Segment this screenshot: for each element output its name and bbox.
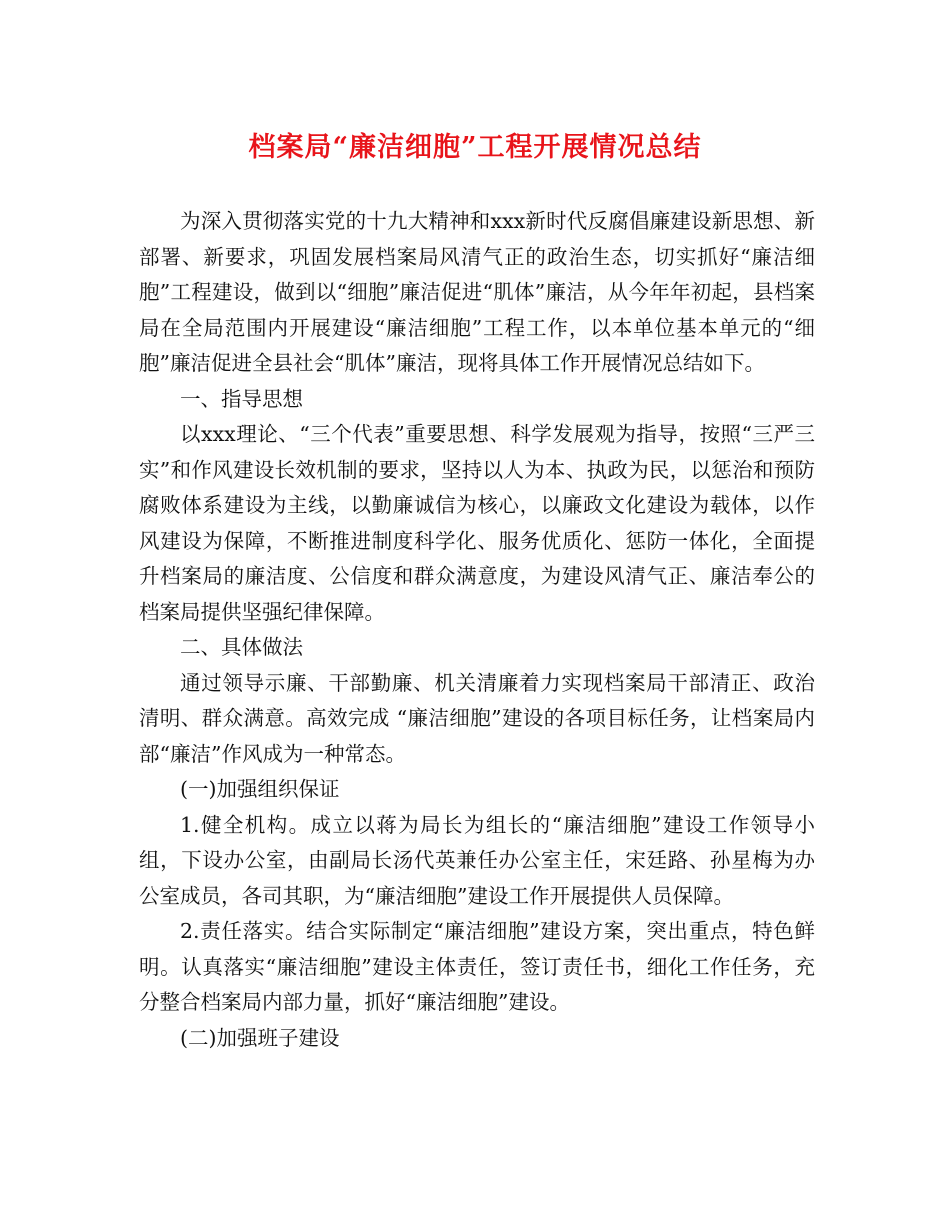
document-title: 档案局“廉洁细胞”工程开展情况总结 [248, 132, 702, 163]
subsection-heading-organization: (一)加强组织保证 [180, 777, 340, 801]
subsection-heading-leadership: (二)加强班子建设 [180, 1025, 340, 1050]
document-body [139, 204, 815, 1056]
intro-paragraph: 为深入贯彻落实党的十九大精神和xxx新时代反腐倡廉建设新思想、新部署、新要求，巩固发展档案局风清气正的政治生态，切实抓好“廉洁细胞”工程建设，做到以“细胞”廉洁促进“肌体”廉洁，从今年年初起，县档案局在全局范围内开展建设“廉洁细胞”工程工作，以本单位基本单元的“细胞”廉洁促进全县社会“肌体”廉洁，现将具体工作开展情况总结如下。 [139, 209, 815, 375]
specific-methods-paragraph: 通过领导示廉、干部勤廉、机关清廉着力实现档案局干部清正、政治清明、群众满意。高效完成 “廉洁细胞”建设的各项目标任务，让档案局内部“廉洁”作风成为一种常态。 [139, 670, 815, 766]
guiding-thought-paragraph: 以xxx理论、“三个代表”重要思想、科学发展观为指导，按照“三严三实”和作风建设长效机制的要求，坚持以人为本、执政为民，以惩治和预防腐败体系建设为主线，以勤廉诚信为核心，以廉政文化建设为载体，以作风建设为保障，不断推进制度科学化、服务优质化、惩防一体化，全面提升档案局的廉洁度、公信度和群众满意度，为建设风清气正、廉洁奉公的档案局提供坚强纪律保障。 [139, 422, 815, 624]
item-2-paragraph: 2.责任落实。结合实际制定“廉洁细胞”建设方案，突出重点，特色鲜明。认真落实“廉洁细胞”建设主体责任，签订责任书，细化工作任务，充分整合档案局内部力量，抓好“廉洁细胞”建设。 [139, 919, 815, 1014]
section-heading-specific-methods: 二、具体做法 [180, 635, 303, 659]
section-heading-guiding-thought: 一、指导思想 [180, 386, 303, 411]
item-1-paragraph: 1.健全机构。成立以蒋为局长为组长的“廉洁细胞”建设工作领导小组，下设办公室，由副局长汤代英兼任办公室主任，宋廷路、孙星梅为办公室成员，各司其职，为“廉洁细胞”建设工作开展提供人员保障。 [139, 812, 815, 908]
